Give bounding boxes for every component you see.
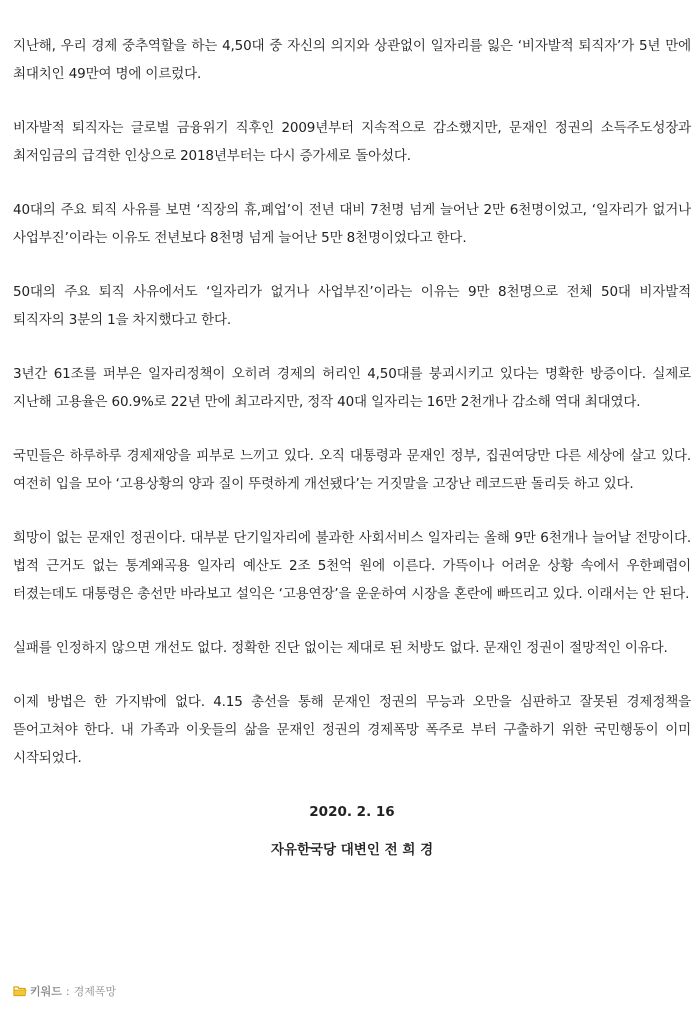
keyword-link[interactable]: 경제폭망 (73, 985, 117, 998)
keyword-label: 키워드 (30, 985, 62, 998)
article-body (13, 32, 691, 864)
paragraph-5: 3년간 61조를 퍼부은 일자리정책이 오히려 경제의 허리인 4,50대를 붕괴시키고 있다는 명확한 방증이다. 실제로 지난해 고용율은 60.9%로 22년 만에 최고라지만, 정작 40대 일자리는 16만 2천개나 감소해 역대 최대였다. (13, 366, 691, 410)
spokesperson: 자유한국당 대변인 전 희 경 (270, 842, 434, 858)
paragraph-7: 희망이 없는 문재인 정권이다. 대부분 단기일자리에 불과한 사회서비스 일자리는 올해 9만 6천개나 늘어날 전망이다. 법적 근거도 없는 통계왜곡용 일자리 예산도 2조 5천억 원에 이른다. 가뜩이나 어려운 상황 속에서 우한폐렴이 터졌는데도 대통령은 총선만 바라보고 설익은 ‘고용연장’을 운운하여 시장을 혼란에 빠뜨리고 있다. 이래서는 안 된다. (13, 530, 691, 602)
paragraph-8: 실패를 인정하지 않으면 개선도 없다. 정확한 진단 없이는 제대로 된 처방도 없다. 문재인 정권이 절망적인 이유다. (13, 640, 668, 656)
release-date: 2020. 2. 16 (309, 804, 395, 820)
folder-tag-icon (13, 985, 27, 997)
paragraph-2: 비자발적 퇴직자는 글로벌 금융위기 직후인 2009년부터 지속적으로 감소했지만, 문재인 정권의 소득주도성장과 최저임금의 급격한 인상으로 2018년부터는 다시 증가세로 돌아섰다. (13, 120, 691, 164)
keyword-separator: : (65, 984, 70, 998)
signature-block (13, 798, 691, 864)
paragraph-6: 국민들은 하루하루 경제재앙을 피부로 느끼고 있다. 오직 대통령과 문재인 정부, 집권여당만 다른 세상에 살고 있다. 여전히 입을 모아 ‘고용상황의 양과 질이 뚜렷하게 개선됐다’는 거짓말을 고장난 레코드판 돌리듯 하고 있다. (13, 448, 691, 492)
paragraph-9: 이제 방법은 한 가지밖에 없다. 4.15 총선을 통해 문재인 정권의 무능과 오만을 심판하고 잘못된 경제정책을 뜯어고쳐야 한다. 내 가족과 이웃들의 삶을 문재인 정권의 경제폭망 폭주로 부터 구출하기 위한 국민행동이 이미 시작되었다. (13, 694, 691, 766)
paragraph-4: 50대의 주요 퇴직 사유에서도 ‘일자리가 없거나 사업부진’이라는 이유는 9만 8천명으로 전체 50대 비자발적 퇴직자의 3분의 1을 차지했다고 한다. (13, 284, 691, 328)
paragraph-1: 지난해, 우리 경제 중추역할을 하는 4,50대 중 자신의 의지와 상관없이 일자리를 잃은 ‘비자발적 퇴직자’가 5년 만에 최대치인 49만여 명에 이르렀다. (13, 38, 691, 82)
keyword-bar (13, 983, 116, 999)
paragraph-3: 40대의 주요 퇴직 사유를 보면 ‘직장의 휴,폐업’이 전년 대비 7천명 넘게 늘어난 2만 6천명이었고, ‘일자리가 없거나 사업부진’이라는 이유도 전년보다 8천명 넘게 늘어난 5만 8천명이었다고 한다. (13, 202, 691, 246)
